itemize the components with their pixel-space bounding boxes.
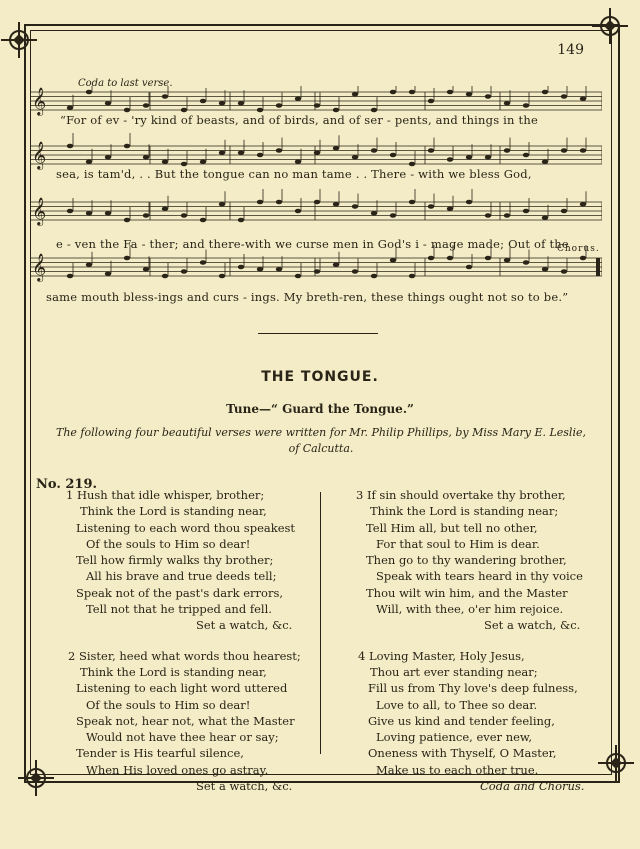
note-head xyxy=(485,256,491,261)
verse-line: When His loved ones go astray. xyxy=(86,762,269,777)
note-head xyxy=(276,267,282,272)
note-head xyxy=(504,213,510,218)
note-head xyxy=(352,269,358,274)
note-head xyxy=(295,96,301,101)
lyric-line-1: “For of ev - 'ry kind of beasts, and of birds, and of ser - pents, and things in the xyxy=(60,113,538,127)
verse-column-right xyxy=(356,487,584,794)
hymn-number: No. 219. xyxy=(36,477,98,492)
verse-line: Of the souls to Him so dear! xyxy=(86,697,251,712)
note-head xyxy=(162,206,168,211)
attribution-note xyxy=(36,425,606,457)
note-head xyxy=(257,153,263,158)
note-head xyxy=(352,155,358,160)
note-head xyxy=(238,265,244,270)
note-head xyxy=(200,99,206,104)
note-head xyxy=(390,258,396,263)
verse-2 xyxy=(66,648,301,795)
note-head xyxy=(67,209,73,214)
note-head xyxy=(390,213,396,218)
verse-line: Loving patience, ever new, xyxy=(376,730,533,745)
note-head xyxy=(219,101,225,106)
note-head xyxy=(143,103,149,108)
note-head xyxy=(561,94,567,99)
treble-clef-icon: 𝄞 xyxy=(32,197,47,225)
note-head xyxy=(105,155,111,160)
note-head xyxy=(105,211,111,216)
verse-line: Tell Him all, but tell no other, xyxy=(366,520,538,535)
note-head xyxy=(200,218,206,223)
note-head xyxy=(295,159,301,164)
verse-line: Think the Lord is standing near, xyxy=(80,664,267,679)
note-head xyxy=(447,206,453,211)
lyric-line-4: same mouth bless-ings and curs - ings. My breth-ren, these things ought not so to be.” xyxy=(46,290,569,304)
note-head xyxy=(257,200,263,205)
verse-4 xyxy=(356,648,584,795)
note-head xyxy=(371,148,377,153)
note-head xyxy=(257,108,263,113)
tune-line: Tune—“ Guard the Tongue.” xyxy=(226,402,414,416)
verse-line: Then go to thy wandering brother, xyxy=(366,553,567,568)
attribution-line-1: The following four beautiful verses were written for Mr. Philip Phillips, by Miss Mary E. Leslie, xyxy=(56,426,586,439)
verse-1 xyxy=(66,487,301,634)
note-head xyxy=(447,157,453,162)
verse-line: Thou art ever standing near; xyxy=(370,664,538,679)
note-head xyxy=(504,148,510,153)
verse-line: Think the Lord is standing near, xyxy=(80,504,267,519)
note-head xyxy=(428,204,434,209)
note-head xyxy=(295,274,301,279)
lyric-line-2: sea, is tam'd, . . But the tongue can no man tame . . There - with we bless God, xyxy=(56,167,532,181)
verse-line: Listening to each light word uttered xyxy=(76,681,288,696)
note-head xyxy=(67,144,73,149)
verse-refrain: Set a watch, &c. xyxy=(196,618,293,633)
note-head xyxy=(314,200,320,205)
final-barline xyxy=(596,258,600,276)
section-divider xyxy=(258,333,378,334)
note-head xyxy=(67,274,73,279)
note-head xyxy=(485,155,491,160)
note-head xyxy=(561,269,567,274)
note-head xyxy=(238,218,244,223)
coda-note: Coda to last verse. xyxy=(78,78,173,89)
corner-ornament-icon xyxy=(598,745,634,781)
corner-ornament-icon xyxy=(1,22,37,58)
note-head xyxy=(86,90,92,95)
note-head xyxy=(409,200,415,205)
note-head xyxy=(143,155,149,160)
note-head xyxy=(143,267,149,272)
note-head xyxy=(162,94,168,99)
note-head xyxy=(314,269,320,274)
note-head xyxy=(580,96,586,101)
note-head xyxy=(580,148,586,153)
verse-line: Speak not of the past's dark errors, xyxy=(76,585,284,600)
note-head xyxy=(390,90,396,95)
note-head xyxy=(523,260,529,265)
note-head xyxy=(124,256,130,261)
note-head xyxy=(219,150,225,155)
note-head xyxy=(580,256,586,261)
verse-line: Speak not, hear not, what the Master xyxy=(76,713,295,728)
verse-column-left xyxy=(66,487,301,794)
note-head xyxy=(485,213,491,218)
note-head xyxy=(371,108,377,113)
page-number: 149 xyxy=(557,42,584,58)
note-head xyxy=(428,99,434,104)
note-head xyxy=(181,162,187,167)
note-head xyxy=(143,213,149,218)
note-head xyxy=(371,211,377,216)
note-head xyxy=(86,262,92,267)
note-head xyxy=(200,159,206,164)
verse-line: 4 Loving Master, Holy Jesus, xyxy=(358,648,525,663)
hymn-title: THE TONGUE. xyxy=(261,369,379,385)
verse-line: Thou wilt win him, and the Master xyxy=(366,585,568,600)
note-head xyxy=(219,274,225,279)
note-head xyxy=(181,108,187,113)
note-head xyxy=(276,200,282,205)
note-head xyxy=(542,215,548,220)
verse-line: Tell not that he tripped and fell. xyxy=(86,602,272,617)
verse-line: Make us to each other true. xyxy=(376,762,539,777)
note-head xyxy=(333,108,339,113)
verse-3 xyxy=(356,487,584,634)
verse-refrain: Coda and Chorus. xyxy=(480,779,585,794)
note-head xyxy=(257,267,263,272)
verse-line: 1 Hush that idle whisper, brother; xyxy=(66,488,265,502)
note-head xyxy=(466,265,472,270)
verse-line: Listening to each word thou speakest xyxy=(76,520,296,535)
note-head xyxy=(409,90,415,95)
note-head xyxy=(200,260,206,265)
note-head xyxy=(124,108,130,113)
note-head xyxy=(561,148,567,153)
note-head xyxy=(86,159,92,164)
note-head xyxy=(466,92,472,97)
note-head xyxy=(162,274,168,279)
treble-clef-icon: 𝄞 xyxy=(32,87,47,115)
note-head xyxy=(485,94,491,99)
verse-line: Think the Lord is standing near; xyxy=(370,504,559,519)
note-head xyxy=(124,144,130,149)
note-head xyxy=(390,153,396,158)
note-head xyxy=(542,90,548,95)
note-head xyxy=(314,103,320,108)
note-head xyxy=(352,204,358,209)
verse-line: All his brave and true deeds tell; xyxy=(86,569,277,584)
verse-line: Speak with tears heard in thy voice xyxy=(376,569,583,584)
verse-line: Give us kind and tender feeling, xyxy=(368,713,555,728)
treble-clef-icon: 𝄞 xyxy=(32,253,47,281)
note-head xyxy=(314,150,320,155)
note-head xyxy=(333,262,339,267)
verse-refrain: Set a watch, &c. xyxy=(484,618,581,633)
note-head xyxy=(333,146,339,151)
note-head xyxy=(276,103,282,108)
note-head xyxy=(504,101,510,106)
note-head xyxy=(523,153,529,158)
corner-ornament-icon xyxy=(592,8,628,44)
note-head xyxy=(523,209,529,214)
note-head xyxy=(105,271,111,276)
note-head xyxy=(352,92,358,97)
note-head xyxy=(409,274,415,279)
note-head xyxy=(105,101,111,106)
note-head xyxy=(409,162,415,167)
verse-line: 2 Sister, heed what words thou hearest; xyxy=(68,648,301,663)
verse-line: Tell how firmly walks thy brother; xyxy=(76,553,274,568)
verse-refrain: Set a watch, &c. xyxy=(196,779,293,794)
note-head xyxy=(447,256,453,261)
chorus-mark: Chorus. xyxy=(557,244,600,254)
note-head xyxy=(238,150,244,155)
note-head xyxy=(580,202,586,207)
note-head xyxy=(466,155,472,160)
note-head xyxy=(428,256,434,261)
note-head xyxy=(219,202,225,207)
note-head xyxy=(466,200,472,205)
note-head xyxy=(67,105,73,110)
note-head xyxy=(428,148,434,153)
verse-line: 3 If sin should overtake thy brother, xyxy=(356,488,566,502)
treble-clef-icon: 𝄞 xyxy=(32,141,47,169)
verse-line: Love to all, to Thee so dear. xyxy=(376,697,538,712)
verse-line: Oneness with Thyself, O Master, xyxy=(368,746,557,761)
note-head xyxy=(561,209,567,214)
note-head xyxy=(124,218,130,223)
note-head xyxy=(276,148,282,153)
verse-line: Tender is His tearful silence, xyxy=(76,746,244,761)
lyric-line-3: e - ven the Fa - ther; and there-with we curse men in God's i - mage made; Out of the xyxy=(56,237,569,251)
column-divider xyxy=(320,492,321,754)
note-head xyxy=(542,159,548,164)
note-head xyxy=(295,209,301,214)
note-head xyxy=(181,269,187,274)
verse-line: Will, with thee, o'er him rejoice. xyxy=(376,602,564,617)
verse-line: Would not have thee hear or say; xyxy=(86,730,279,745)
note-head xyxy=(333,202,339,207)
verse-line: Fill us from Thy love's deep fulness, xyxy=(368,681,578,696)
note-head xyxy=(86,211,92,216)
attribution-line-2: of Calcutta. xyxy=(288,442,354,455)
corner-ornament-icon xyxy=(18,760,54,796)
note-head xyxy=(181,213,187,218)
note-head xyxy=(162,159,168,164)
note-head xyxy=(447,90,453,95)
verse-line: Of the souls to Him so dear! xyxy=(86,536,251,551)
note-head xyxy=(523,103,529,108)
note-head xyxy=(238,101,244,106)
verse-line: For that soul to Him is dear. xyxy=(376,536,540,551)
note-head xyxy=(371,274,377,279)
note-head xyxy=(504,258,510,263)
note-head xyxy=(542,267,548,272)
